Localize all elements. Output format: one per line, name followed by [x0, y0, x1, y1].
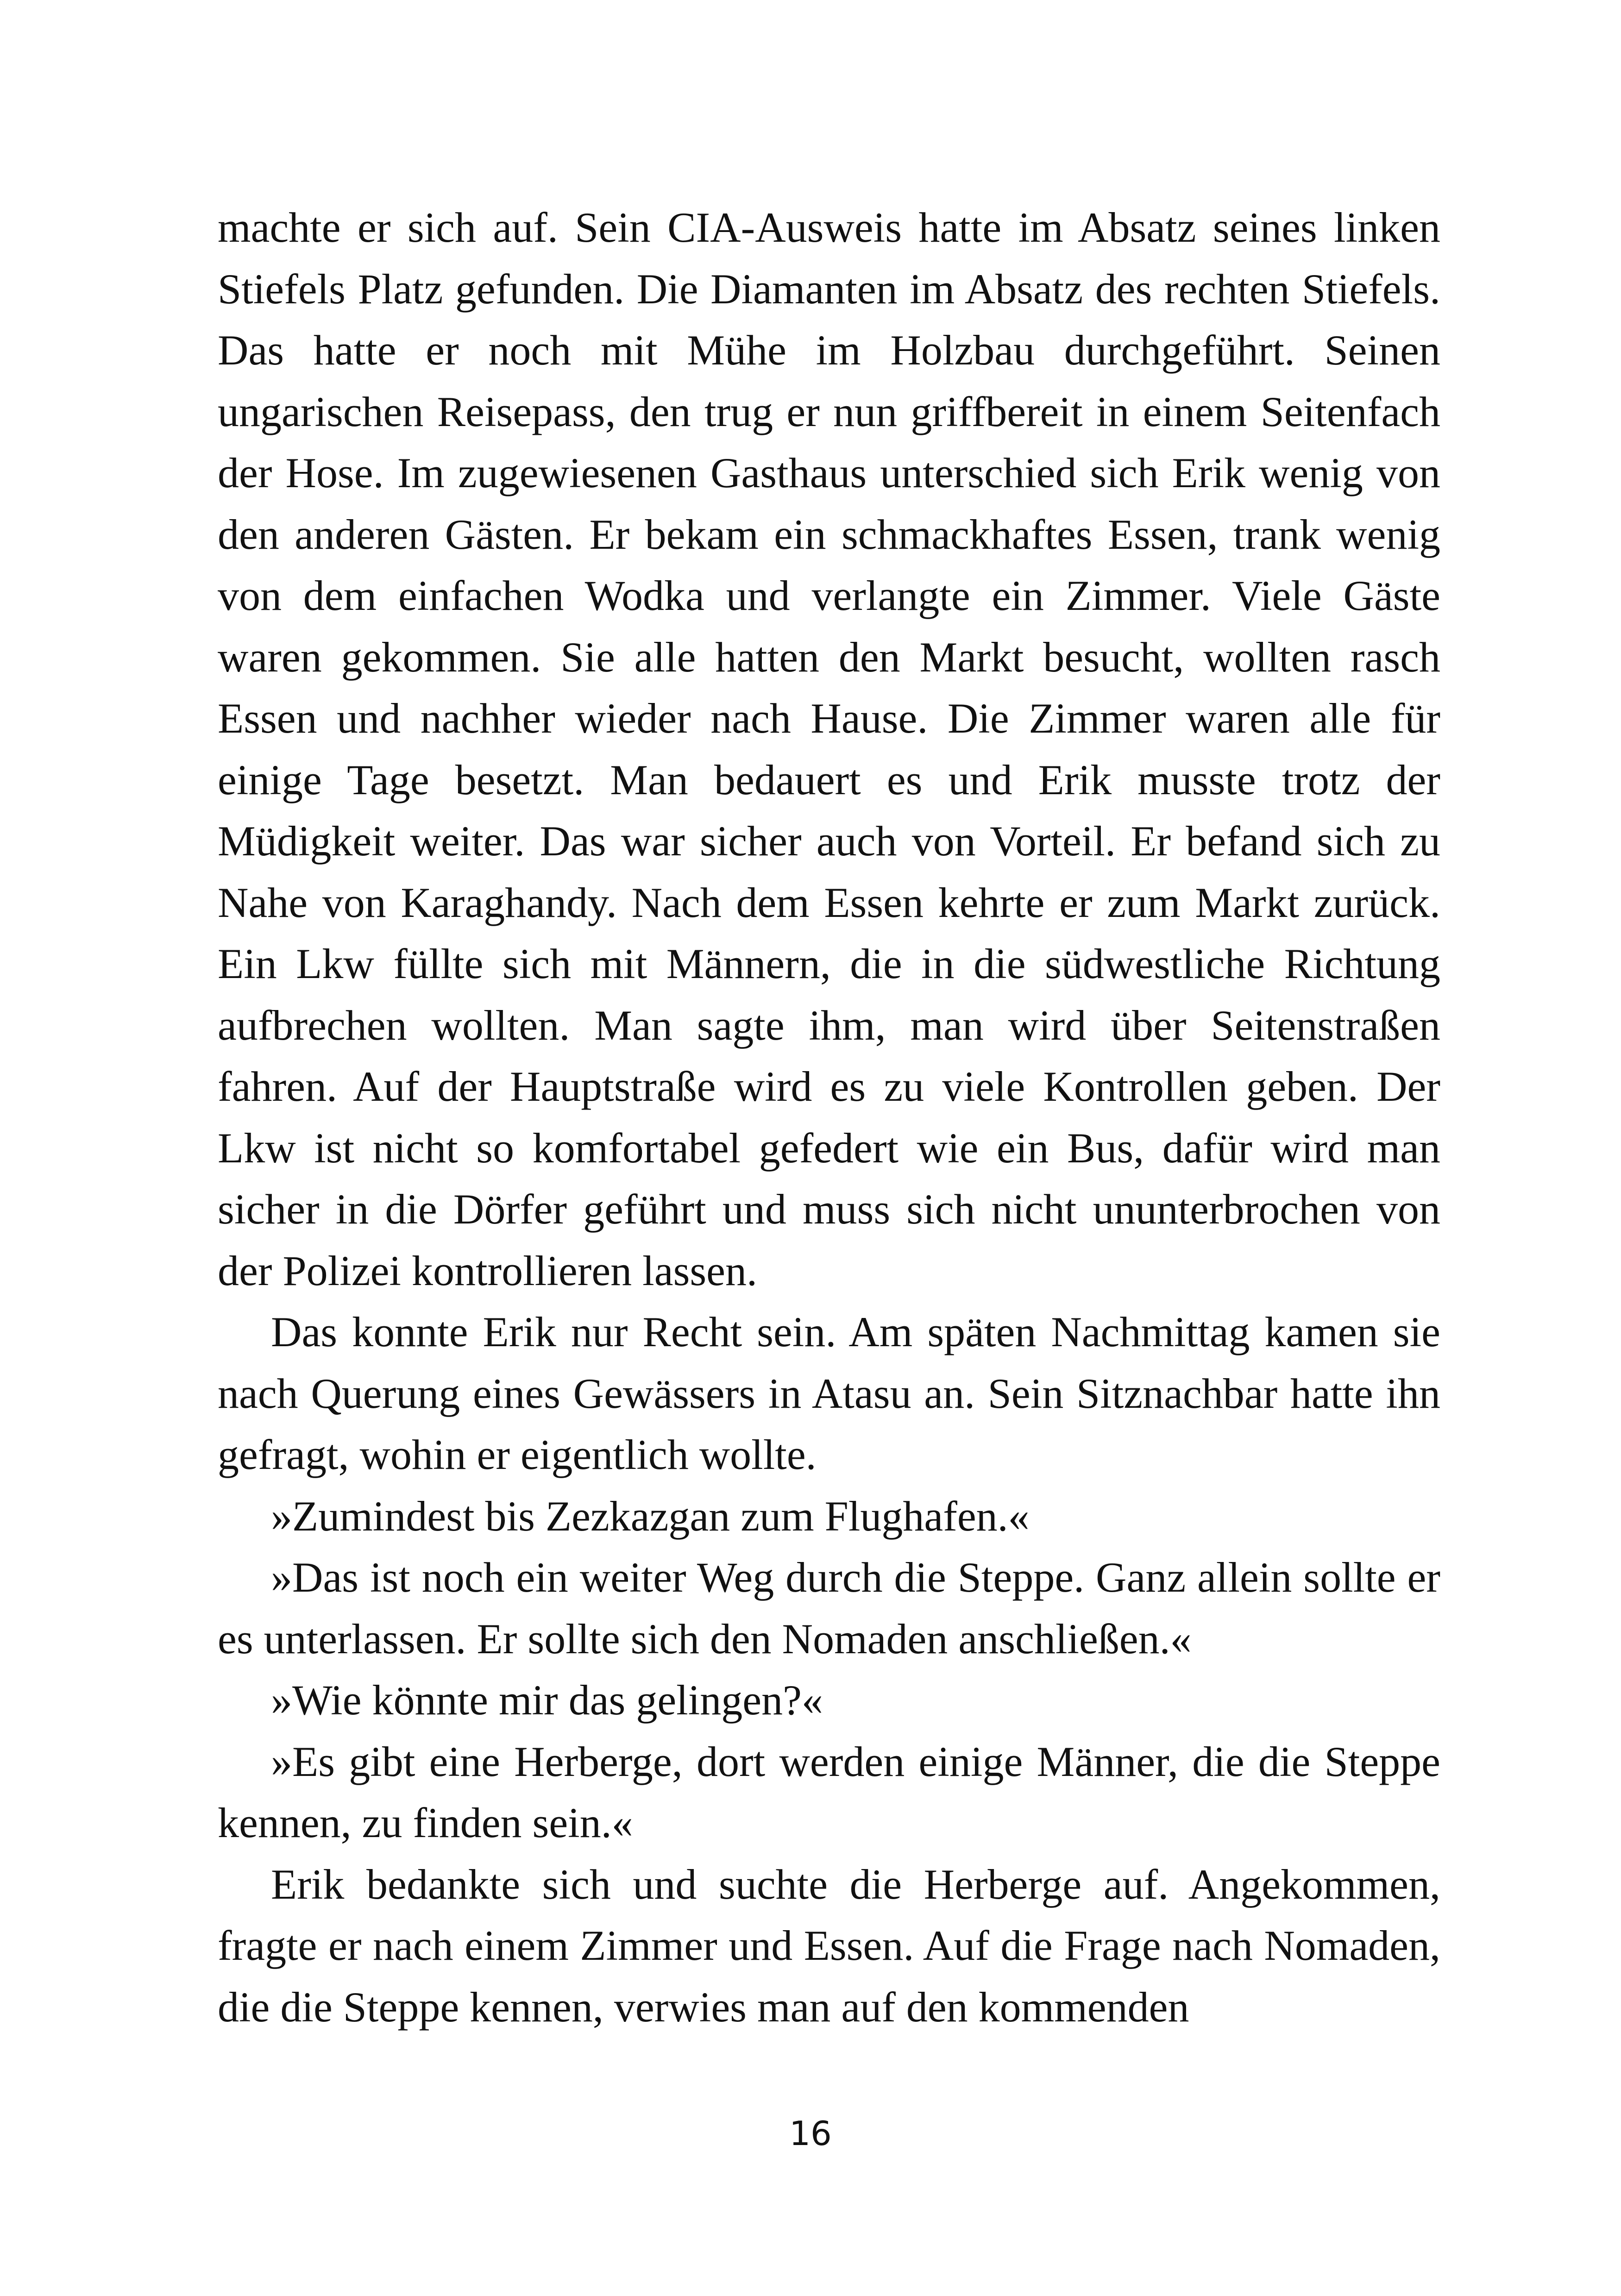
dialogue-line-3: »Wie könnte mir das gelingen?«	[271, 1676, 823, 1724]
dialogue-line-2: »Das ist noch ein weiter Weg durch die Steppe. Ganz allein sollte er es unterlassen. Er sollte sich den Nomaden anschließen.«	[218, 1554, 1440, 1662]
dialogue-line-4: »Es gibt eine Herberge, dort werden einige Männer, die die Steppe kennen, zu finden sein.«	[218, 1738, 1440, 1846]
body-text	[218, 197, 1440, 2038]
paragraph-2: Das konnte Erik nur Recht sein. Am späten Nachmittag kamen sie nach Querung eines Gewässers in Atasu an. Sein Sitznachbar hatte ihn gefragt, wohin er eigentlich wollte.	[218, 1308, 1440, 1478]
paragraph-last: Erik bedankte sich und suchte die Herberge auf. Angekommen, fragte er nach einem Zimmer und Essen. Auf die Frage nach Nomaden, die die Steppe kennen, verwies man auf den kommenden	[218, 1860, 1440, 2031]
dialogue-line-1: »Zumindest bis Zezkazgan zum Flughafen.«	[271, 1492, 1030, 1540]
paragraph-1: machte er sich auf. Sein CIA-Ausweis hatte im Absatz seines linken Stiefels Platz gefunden. Die Diamanten im Absatz des rechten Stiefels. Das hatte er noch mit Mühe im Holzbau durchgeführt. Seinen ungarischen Reisepass, den trug er nun griffbereit in einem Seitenfach der Hose. Im zugewiesenen Gasthaus unterschied sich Erik wenig von den anderen Gästen. Er bekam ein schmackhaftes Essen, trank wenig von dem einfachen Wodka und verlangte ein Zimmer. Viele Gäste waren gekommen. Sie alle hatten den Markt besucht, wollten rasch Essen und nachher wieder nach Hause. Die Zimmer waren alle für einige Tage besetzt. Man bedauert es und Erik musste trotz der Müdigkeit weiter. Das war sicher auch von Vorteil. Er befand sich zu Nahe von Karaghandy. Nach dem Essen kehrte er zum Markt zurück. Ein Lkw füllte sich mit Männern, die in die südwestliche Richtung aufbrechen wollten. Man sagte ihm, man wird über Seitenstraßen fahren. Auf der Hauptstraße wird es zu viele Kontrollen geben. Der Lkw ist nicht so komfortabel gefedert wie ein Bus, dafür wird man sicher in die Dörfer geführt und muss sich nicht ununterbrochen von der Polizei kontrollieren lassen.	[218, 204, 1440, 1294]
page-number: 16	[789, 2114, 832, 2153]
